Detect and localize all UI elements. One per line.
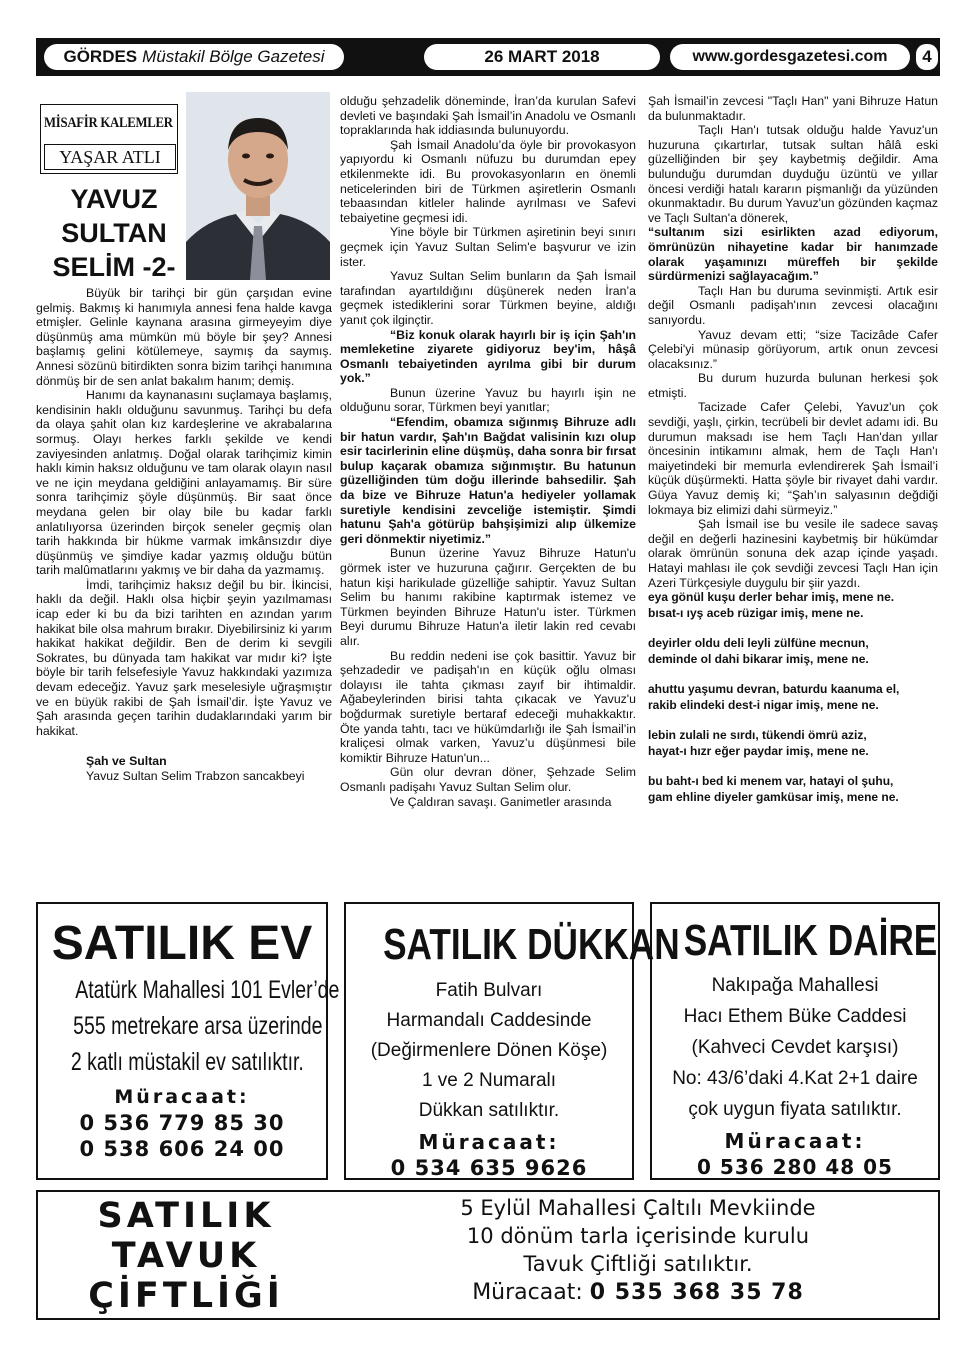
website-url[interactable]: www.gordesgazetesi.com (670, 44, 910, 70)
poem-line: eya gönül kuşu derler behar imiş, mene ne. (648, 590, 895, 605)
ad-text: No: 43/6’daki 4.Kat 2+1 daire (672, 1068, 918, 1089)
ad-apartment-for-sale (650, 902, 940, 1180)
paragraph: Şah İsmail ise bu vesile ile sadece savaş değil en değerli hazinesini kaybetmiş bir hükümdar olarak ömrünün sonuna dek azap içinde yaşadı. Hatayi mahlası ile çok sevdiği zevcesi Taçlı Han için Azeri Türkçesiyle duygulu bir şiir yazdı. (648, 517, 938, 590)
paragraph: Büyük bir tarihçi bir gün çarşıdan evine gelmiş. Bakmış ki hanımıyla annesi fena halde kavga etmişler. Gelinle kaynana arasına girmeyeyim diye düşünmüş ama mümkün mü böyle bir şey? Annesi başlamış gelini kötülemeye, saymış da saymış. Annesi sözünü bitirdikten sonra bizim tarihçi hanımına dönmüş bir de sen anlat bakalım hanım; demiş. (36, 286, 332, 388)
paragraph: İmdi, tarihçimiz haksız değil bu bir. İkincisi, haklı da değil. Haklı olsa hiçbir şeyin yazılmaması icap eder ki bu da bizi tarihten en azından yarım hakikat bile olsa mahrum bırakır. Diyebilirsiniz ki yarım hakikat hakikat değildir. Ben de derim ki sevgili Sokrates, bu dünyada tam hakikat var mıdır ki? İşte böyle bir tarih felsefesiyle Yavuz hakkındaki yazımıza devam edeceğiz. Yavuz şark meselesiyle uğraşmıştır ve en büyük rakibi de Şah İsmail’dir. İşte Yavuz ve Şah arasında geçen tarihin dudaklarındaki yarım bir hakikat. (36, 577, 332, 738)
paragraph: Şah İsmail Anadolu’da öyle bir provokasyon yapıyordu ki Osmanlı nüfuzu bu durumdan epey etkilenmekte idi. Bu provokasyonların en önemli neticelerinden biri de Türkmen aşiretlerin Osmanlı tebaasından kitleler halinde ayrılması ve Safevi tebaiyetine geçmesi idi. (340, 137, 636, 225)
article-column-1 (36, 92, 332, 784)
quote-paragraph: “sultanım sizi esirlikten azad ediyorum, ömrünüzün nihayetine kadar bir hanımzade olarak yaşamınızı müreffeh bir şekilde sürdürmenizi sağlayacağım.” (648, 225, 938, 284)
ad-contact-label: Müracaat: (114, 1086, 250, 1108)
paragraph: Taçlı Han'ı tutsak olduğu halde Yavuz'un huzuruna çıkartırlar, tutsak sultan hâlâ eski güzelliğinden bir şey kaybetmiş değildir. Ama bulunduğu durumdan duyduğu üzüntü ve yıllar öncesi verdiği hatalı kararın pişmanlığı da yüzünden okunmaktadır. Bu durum Yavuz'un gözünden kaçmaz ve Taçlı Sultan'a dönerek, (648, 123, 938, 225)
ad-text: çok uygun fiyata satılıktır. (688, 1099, 902, 1120)
ad-phone[interactable]: 0 536 779 85 30 (79, 1111, 285, 1135)
poem-line: gam ehline diyeler gamküsar imiş, mene ne. (648, 789, 899, 804)
ad-text: (Değirmenlere Dönen Köşe) (370, 1040, 608, 1061)
poem-line: deyirler oldu deli leyli zülfüne mecnun, (648, 636, 869, 651)
paragraph: Gün olur devran döner, Şehzade Selim Osmanlı padişahı Yavuz Sultan Selim olur. (340, 765, 636, 794)
author-photo (186, 92, 330, 280)
masthead-bar (36, 38, 940, 76)
ad-phone[interactable]: 0 534 635 9626 (390, 1156, 588, 1180)
author-box (36, 92, 332, 282)
ad-text: 1 ve 2 Numaralı (421, 1070, 557, 1091)
quote-paragraph: “Biz konuk olarak hayırlı bir iş için Şah'ın memleketine ziyarete gidiyoruz bey'im, hâşâ Osmanlı tebaiyetinden ayrılma gibi bir durum yok.” (340, 327, 636, 386)
article-column-2 (340, 94, 636, 809)
paper-name-box (44, 44, 344, 70)
paragraph: Yavuz Sultan Selim bunların da Şah İsmail tarafından ayartıldığını düşünerek neden İran’a geçmek istediklerini sorar Türkmen beyine, aldığı yanıt çok ilginçtir. (340, 269, 636, 327)
ad-text: 555 metrekare arsa üzerinde (73, 1012, 323, 1040)
ad-text: Harmandalı Caddesinde (386, 1010, 592, 1031)
article-body-col1 (36, 286, 332, 784)
ad-contact (338, 1278, 938, 1308)
ad-contact-label: Müracaat: (724, 1129, 866, 1153)
paragraph: Hanımı da kaynanasını suçlamaya başlamış, kendisinin haklı olduğunu savunmuş. Tarihçi bu defa da olaya şahit olan kız kardeşlerine ve akrabalarına sormuş. Olayı herkes farklı şekilde ve kendi zaviyesinden anlatmış. Doğal olarak tarihçimiz kimin haklı kimin haksız olduğunu ve tam olarak olayın nasıl ve ne için meydana geldiğini anlayamamış. Bir süre sonra tarihçimiz şöyle düşünmüş. Bir saat önce meydana gelen bir olay bile bu kadar farklı anlatılıyorsa üzerinden birçok seneler geçmiş olan tarih hakkında bir hükme varmak imkânsızdır diye düşünmüş ve şimdiye kadar yazmış olduğu bütün tarih malûmatlarını yakmış ve bir daha da yazmamış. (36, 388, 332, 578)
poem-line: bu baht-ı bed ki menem var, hatayi ol şuhu, (648, 774, 894, 789)
ad-text: Nakıpağa Mahallesi (711, 975, 879, 996)
paragraph: Bu reddin nedeni ise çok basittir. Yavuz bir şehzadedir ve padişah'ın en küçük oğlu olması dolayısı ile tahta çıkması zayıf bir ihtimaldir. Ağabeylerinden birisi tahta çıkacak ve Yavuz'u boğdurmak suretiyle bertaraf edeceği muhakkaktır. Öte yanda tahtı, tacı ve hükümdarlığı ile Şah İsmail’in kraliçesi olmak varken, Yavuz’u düşünmesi bile komiktir Bihruze Hatun'un... (340, 648, 636, 765)
paper-subtitle: Müstakil Bölge Gazetesi (142, 47, 325, 66)
title-line: YAVUZ (70, 184, 158, 214)
ad-text: Atatürk Mahallesi 101 Evler’de (75, 976, 340, 1004)
quote-paragraph: “Efendim, obamıza sığınmış Bihruze adlı bir hatun vardır, Şah'ın Bağdat valisinin kızı olup esir tacirlerinin eline düşmüş, daha sonra bir fırsat bulup kaçarak obamıza sığınmıştır. Bu hatunun güzelliğinden tüm doğu illerinde bahsedilir. Şah da bize ve Bihruze Hatun'a hediyeler yollamak suretiyle kendisini zevceliğe istemiştir. Şimdi hatunu Şah'a götürüp bahşişimizi alıp ülkemize geri dönmektir niyetimiz.” (340, 415, 636, 546)
author-name: YAŞAR ATLI (44, 144, 176, 170)
ad-body (338, 1194, 938, 1308)
ad-phone[interactable]: 0 535 368 35 78 (589, 1280, 804, 1305)
ad-title-line: SATILIK (97, 1196, 275, 1236)
ad-text: 10 dönüm tarla içerisinde kurulu (466, 1224, 810, 1248)
subheading: Şah ve Sultan (86, 754, 167, 769)
ad-text: Dükkan satılıktır. (418, 1100, 560, 1121)
ad-phone[interactable]: 0 536 280 48 05 (697, 1155, 893, 1179)
issue-date: 26 MART 2018 (424, 44, 660, 70)
paragraph: Bunun üzerine Yavuz Bihruze Hatun'u görmek ister ve huzuruna çağırır. Gerçekten de bu hatun kişi harikulade güzelliğe sahiptir. Yavuz Sultan Selim bu hanımı rakibine kaptırmak istemez ve Türkmen beyinden Bihruze Hatun'u ister. Türkmen Beyi durumu Bihruze Hatun'a iletir lakin red cevabı alır. (340, 546, 636, 648)
poem-line: rakib elindeki dest-i nigar imiş, mene ne. (648, 697, 879, 712)
ad-title: SATILIK EV (51, 917, 313, 970)
ad-text: (Kahveci Cevdet karşısı) (691, 1037, 899, 1058)
paragraph: Bunun üzerine Yavuz bu hayırlı işin ne olduğunu sorar, Türkmen beyi yanıtlar; (340, 385, 636, 415)
paragraph: Bu durum huzurda bulunan herkesi şok etmişti. (648, 371, 938, 400)
ad-text: Tavuk Çiftliği satılıktır. (523, 1252, 753, 1276)
paragraph: olduğu şehzadelik döneminde, İran’da kurulan Safevi devleti ve başındaki Şah İsmail’in Anadolu ve Osmanlı topraklarında hak iddiasında bulunuyordu. (340, 94, 636, 138)
paragraph: Yine böyle bir Türkmen aşiretinin beyi sınırı geçmek için Yavuz Sultan Selim'e başvurur ve izin ister. (340, 225, 636, 269)
title-line: SULTAN (61, 218, 167, 248)
poem-line: bısat-ı ıyş aceb rüzigar imiş, mene ne. (648, 605, 864, 620)
page-number: 4 (916, 44, 938, 70)
paper-name: GÖRDES (63, 47, 138, 66)
section-label: MİSAFİR KALEMLER (44, 115, 173, 131)
ad-title: SATILIK DAİRE (683, 916, 938, 965)
paragraph: Yavuz devam etti; “size Tacizâde Cafer Çelebi'yi münasip görüyorum, artık onun zevcesi olacaksınız.” (648, 327, 938, 371)
ad-title-line: ÇİFTLİĞİ (88, 1276, 284, 1316)
article-title (40, 182, 188, 284)
poem-line: hayat-ı hızr eğer paydar imiş, mene ne. (648, 743, 869, 758)
poem-line: ahuttu yaşumu devran, baturdu kaanuma el, (648, 682, 900, 697)
ad-text: 2 katlı müstakil ev satılıktır. (70, 1048, 304, 1076)
poem (648, 590, 938, 805)
ad-shop-for-sale (344, 902, 680, 1180)
ad-contact-label: Müracaat: (472, 1280, 583, 1305)
paragraph: Ve Çaldıran savaşı. Ganimetler arasında (390, 794, 612, 809)
paragraph: Şah İsmail’in zevcesi "Taçlı Han" yani Bihruze Hatun da bulunmaktadır. (648, 94, 938, 123)
paragraph: Tacizade Cafer Çelebi, Yavuz'un çok sevdiği, yaşlı, çirkin, tecrübeli bir devlet adamı idi. Bu durumun maksadı ise hem Taçlı Han'dan yıllar öncesinin intikamını almak, hem de Taçlı Han'ı maiyetindeki bir memurla evlendirerek Şah İsmail’i küçük düşürmekti. Hatta şöyle bir rivayet dahi vardır. Güya Yavuz demiş ki; “Şah’ın salyasının değdiği lokmaya biz elimizi dahi sürmeyiz.” (648, 400, 938, 517)
ad-house-for-sale (36, 902, 340, 1180)
ad-poultry-farm-for-sale (36, 1190, 940, 1320)
ad-contact-label: Müracaat: (418, 1130, 560, 1154)
ad-text: 5 Eylül Mahallesi Çaltılı Mevkiinde (460, 1196, 816, 1220)
poem-line: deminde ol dahi bikarar imiş, mene ne. (648, 651, 869, 666)
paragraph: Yavuz Sultan Selim Trabzon sancakbeyi (86, 769, 305, 783)
paragraph: Taçlı Han bu duruma sevinmişti. Artık esir değil Osmanlı padişah'ının zevcesi olacağını sanıyordu. (648, 283, 938, 327)
ad-phone[interactable]: 0 538 606 24 00 (79, 1137, 285, 1161)
ad-title (38, 1196, 334, 1316)
poem-line: lebin zulali ne sırdı, tükendi ömrü aziz, (648, 728, 867, 743)
author-portrait-image (186, 92, 330, 280)
title-line: SELİM -2- (52, 252, 176, 282)
ad-title-line: TAVUK (111, 1236, 261, 1276)
ad-text: Fatih Bulvarı (435, 980, 543, 1001)
ad-text: Hacı Ethem Büke Caddesi (683, 1006, 907, 1027)
article-column-3 (648, 94, 938, 805)
ad-title: SATILIK DÜKKAN (383, 920, 680, 969)
